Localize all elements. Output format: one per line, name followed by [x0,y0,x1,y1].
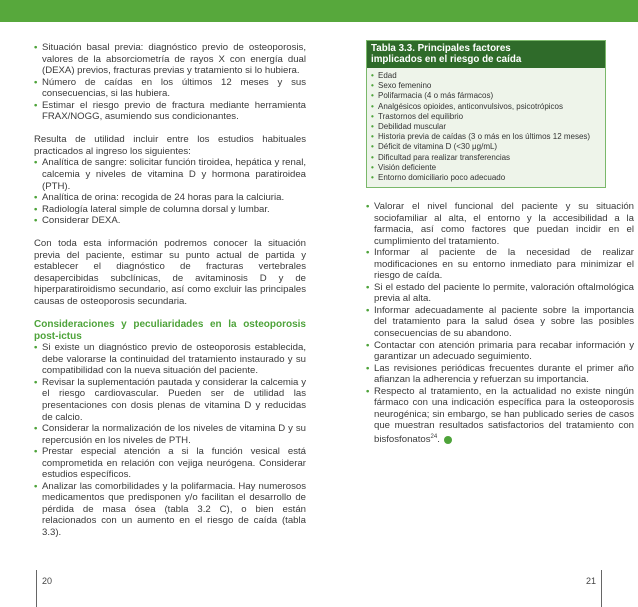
paragraph: Con toda esta información podremos conocer la situación previa del paciente, estimar su punto actual de partida y establecer el diagnóstico de fracturas vertebrales desapercibidas subclínicas, de avitaminosis D y de hiperparatiroidismo secundario, así como excluir las principales causas de osteoporosis secundaria. [34,238,306,308]
bullet-icon: • [34,76,38,88]
bullet-item [34,215,306,227]
bullet-icon: • [371,132,374,142]
bullet-text: Informar adecuadamente al paciente sobre la importancia del tratamiento para la salud ósea y sobre las posibles consecuencias de su abandono. [374,304,634,340]
bullet-item [34,77,306,100]
table-title [367,41,605,68]
bullet-icon: • [366,339,370,351]
bullet-icon: • [371,152,374,162]
bullet-item [34,446,306,481]
bullet-item [366,201,634,247]
table-item [371,71,601,81]
left-page-rule [36,570,37,607]
table-item [371,132,601,142]
bullet-text: Si existe un diagnóstico previo de osteoporosis establecida, debe valorarse la continuidad del tratamiento instaurado y su compatibilidad con la nueva situación del paciente. [42,342,306,377]
table-item [371,173,601,183]
bullet-item [34,42,306,77]
right-page-rule [601,570,602,607]
bullet-text: Prestar especial atención a si la función vesical está comprometida en relación con vejiga neurógena. Considerar estudios específicos. [42,446,306,481]
bullet-text: Si el estado del paciente lo permite, valoración oftalmológica previa al alta. [374,281,634,305]
bullet-icon: • [366,201,370,212]
table-item-text: Polifarmacia (4 o más fármacos) [378,91,494,101]
bullet-icon: • [34,446,38,458]
bullet-icon: • [371,173,374,183]
spacer [34,308,306,320]
bullet-item [34,481,306,539]
bullet-icon: • [34,192,38,204]
top-color-band [0,0,638,22]
bullet-item [366,340,634,363]
bullet-icon: • [371,142,374,152]
bullet-icon: • [34,157,38,169]
table-item [371,153,601,163]
table-item-text: Entorno domiciliario poco adecuado [378,173,506,183]
bullet-item [366,282,634,305]
bullet-item [366,305,634,340]
paragraph: Resulta de utilidad incluir entre los estudios habituales practicados al ingreso los siguientes: [34,134,306,157]
bullet-item [34,377,306,423]
bullet-text: Analizar las comorbilidades y la polifarmacia. Hay numerosos medicamentos que predisponen y/o facilitan el desarrollo de pérdida de masa ósea (tabla 3.2 C), o bien están relacionados con un aumento en el riesgo de caída (tabla 3.3). [42,480,306,538]
table-item [371,122,601,132]
bullet-text: Considerar DEXA. [42,215,121,227]
bullet-icon: • [366,247,370,259]
bullet-item [34,423,306,446]
bullet-text: Valorar el nivel funcional del paciente y su situación sociofamiliar al alta, el entorno y la accesibilidad a la farmacia, así como factores que puedan incidir en el cumplimiento del tratamiento. [374,201,634,247]
table-title-line-1: Tabla 3.3. Principales factores [371,43,511,54]
bullet-icon: • [371,111,374,121]
bullet-text: Número de caídas en los últimos 12 meses y sus consecuencias, si las hubiera. [42,76,306,100]
table-item-text: Edad [378,71,397,80]
bullet-text: Radiología lateral simple de columna dorsal y lumbar. [42,203,270,215]
table-item-text: Trastornos del equilibrio [378,111,464,121]
end-of-section-icon [444,436,452,444]
table-item [371,142,601,152]
bullet-icon: • [371,122,374,132]
citation-superscript: 24 [430,433,438,440]
bullet-icon: • [366,304,370,316]
table-item-text: Analgésicos opioides, anticonvulsivos, psicotrópicos [378,101,563,111]
bullet-item [34,342,306,377]
bullet-icon: • [34,42,38,53]
spacer [34,227,306,239]
bullet-text: Analítica de sangre: solicitar función tiroidea, hepática y renal, calcemia y niveles de vitamina D y hormona paratiroidea (PTH). [42,157,306,192]
table-item-text: Visión deficiente [378,162,437,172]
bullet-text: Estimar el riesgo previo de fractura mediante herramienta FRAX/NOGG, asumiendo sus condicionantes. [42,99,306,123]
table-title-line-2: implicados en el riesgo de caída [371,54,522,65]
bullet-text: Las revisiones periódicas frecuentes durante el primer año afianzan la adherencia y refuerzan su importancia. [374,362,634,386]
table-item [371,91,601,101]
table-item-text: Sexo femenino [378,81,432,91]
bullet-item [34,192,306,204]
table-item-text: Déficit de vitamina D (<30 μg/mL) [378,142,498,152]
bullet-icon: • [34,215,38,227]
bullet-item [366,247,634,282]
bullet-item [366,386,634,446]
bullet-text: Contactar con atención primaria para recabar información y garantizar un adecuado seguimiento. [374,339,634,363]
table-item-text: Dificultad para realizar transferencias [378,152,511,162]
bullet-icon: • [366,385,370,397]
table-item [371,163,601,173]
bullet-text: Revisar la suplementación pautada y considerar la calcemia y el riesgo cardiovascular. Pueden ser de utilidad las presentaciones con dosis plenas de vitamina D y reducidas de calcio. [42,376,306,423]
bullet-item [34,100,306,123]
page-number-left: 20 [42,576,53,586]
bullet-item [34,157,306,192]
bullet-item [34,204,306,216]
bullet-icon: • [34,423,38,435]
bullet-text: Considerar la normalización de los niveles de vitamina D y su repercusión en los niveles de PTH. [42,423,306,446]
bullet-icon: • [371,91,374,101]
bullet-text: Respecto al tratamiento, en la actualidad no existe ningún fármaco con una indicación específica para la osteoporosis neurogénica; sin embargo, se han publicado series de casos que muestran resultados satisfactorios del tratamiento con bisfosfonatos [374,385,634,446]
bullet-icon: • [34,203,38,215]
bullet-text: Analítica de orina: recogida de 24 horas para la calciuria. [42,192,285,204]
table-item-text: Debilidad muscular [378,122,447,132]
bullet-icon: • [34,376,38,388]
bullet-text: Informar al paciente de la necesidad de realizar modificaciones en su entorno inmediato para minimizar el riesgo de caída. [374,247,634,282]
risk-factors-table [366,40,606,188]
table-item [371,112,601,122]
left-column [34,42,306,539]
bullet-icon: • [371,101,374,111]
bullet-icon: • [34,99,38,111]
table-item [371,81,601,91]
table-items [367,68,605,187]
page-number-right: 21 [585,576,596,586]
spacer [34,123,306,135]
bullet-item [366,363,634,386]
table-item-text: Historia previa de caídas (3 o más en los últimos 12 meses) [378,132,591,142]
right-column [366,201,634,446]
table-item [371,102,601,112]
section-heading: Consideraciones y peculiaridades en la osteoporosis post-ictus [34,319,306,342]
bullet-icon: • [34,342,38,354]
bullet-icon: • [366,362,370,374]
bullet-text: Situación basal previa: diagnóstico previo de osteoporosis, valores de la absorciometría de rayos X con energía dual (DEXA) previos, fracturas previas y tratamiento si lo hubiera. [42,42,306,77]
bullet-icon: • [34,480,38,492]
bullet-icon: • [371,162,374,172]
bullet-icon: • [371,81,374,91]
bullet-icon: • [366,281,370,293]
bullet-tail: . [437,434,440,446]
bullet-icon: • [371,71,374,80]
